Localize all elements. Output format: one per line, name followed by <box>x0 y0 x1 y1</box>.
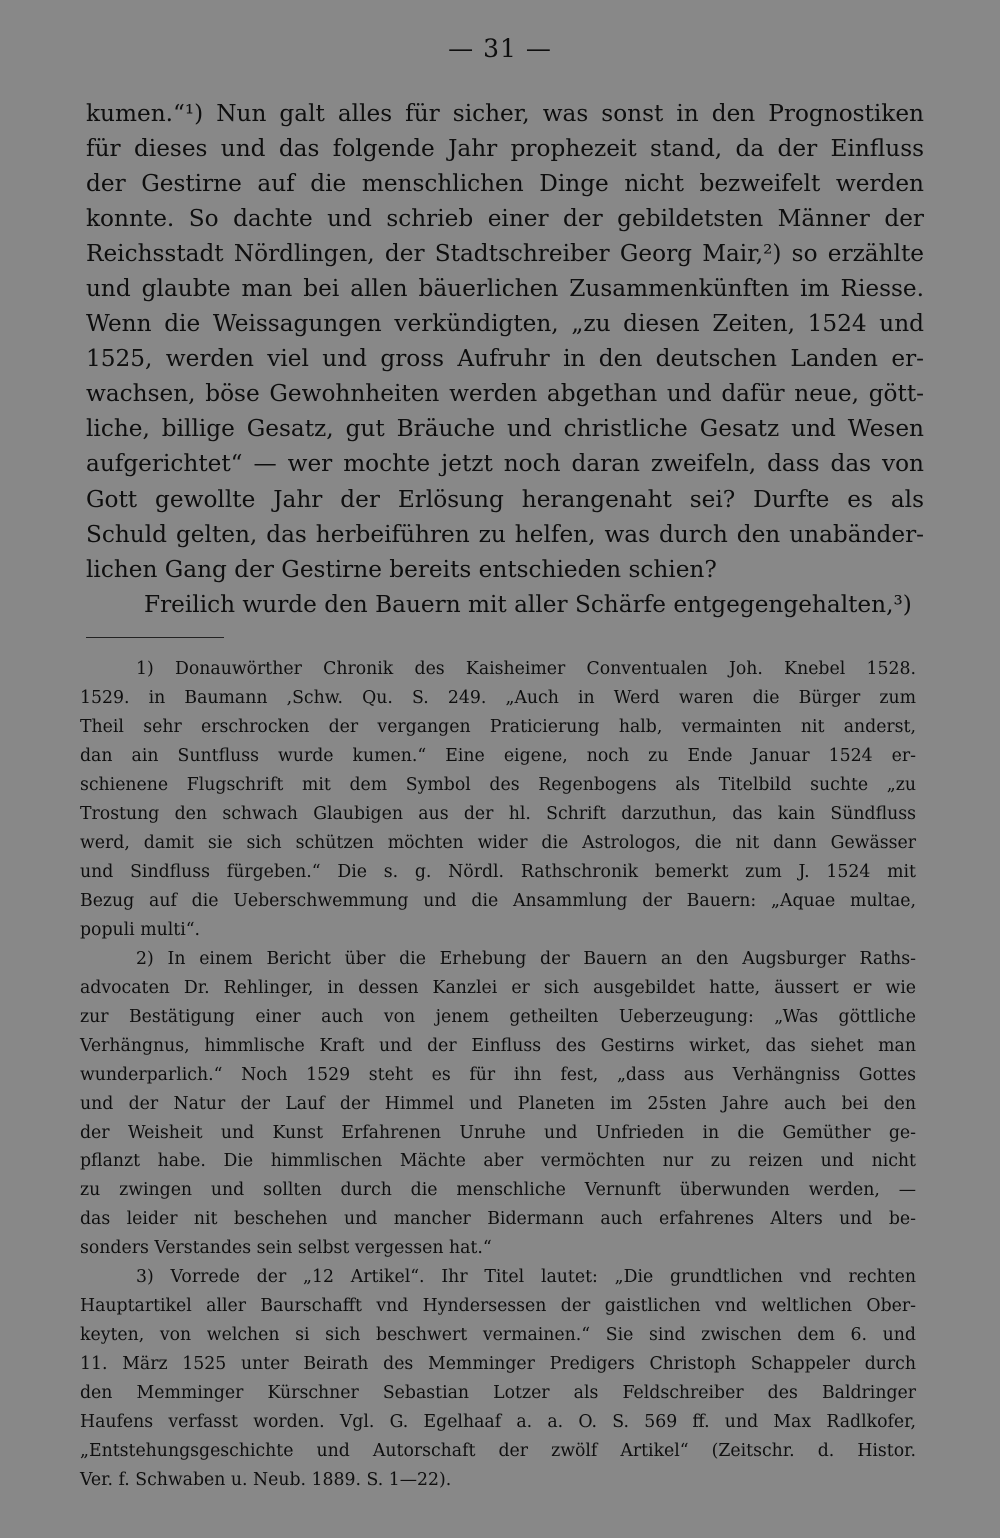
main-text-line: Schuld gelten, das herbeiführen zu helfen, was durch den unabänder- <box>86 520 924 548</box>
footnote-line: Ver. f. Schwaben u. Neub. 1889. S. 1—22). <box>80 1470 452 1491</box>
footnote-line: schienene Flugschrift mit dem Symbol des Regenbogens als Titelbild suchte „zu <box>80 774 916 795</box>
footnote-line: populi multi“. <box>80 919 201 940</box>
footnote-line: 1529. in Baumann ,Schw. Qu. S. 249. „Auch in Werd waren die Bürger zum <box>80 687 916 708</box>
footnote-separator <box>86 637 224 638</box>
main-text-line: aufgerichtet“ — wer mochte jetzt noch daran zweifeln, dass das von <box>86 450 924 478</box>
footnote-line: werd, damit sie sich schützen möchten wider die Astrologos, die nit dann Gewässer <box>80 832 916 853</box>
footnote-line: das leider nit beschehen und mancher Bidermann auch erfahrenes Alters und be- <box>80 1209 916 1230</box>
page-number: — 31 — <box>448 34 552 63</box>
footnotes <box>80 655 916 1495</box>
main-text-line: Freilich wurde den Bauern mit aller Schärfe entgegengehalten,³) <box>144 590 912 618</box>
footnote-line: der Weisheit und Kunst Erfahrenen Unruhe und Unfrieden in die Gemüther ge- <box>80 1122 916 1143</box>
footnote-line: 1) Donauwörther Chronik des Kaisheimer Conventualen Joh. Knebel 1528. <box>136 659 916 679</box>
footnote-line: zur Bestätigung einer auch von jenem getheilten Ueberzeugung: „Was göttliche <box>80 1006 916 1027</box>
footnote-line: und der Natur der Lauf der Himmel und Planeten im 25sten Jahre auch bei den <box>80 1093 916 1114</box>
footnote-line: advocaten Dr. Rehlinger, in dessen Kanzlei er sich ausgebildet hatte, äussert er wie <box>80 977 916 998</box>
main-text-line: liche, billige Gesatz, gut Bräuche und christliche Gesatz und Wesen <box>86 415 924 443</box>
footnote-line: keyten, von welchen si sich beschwert vermainen.“ Sie sind zwischen dem 6. und <box>80 1325 916 1346</box>
footnote-line: wunderparlich.“ Noch 1529 steht es für ihn fest, „dass aus Verhängniss Gottes <box>80 1064 916 1085</box>
footnote-line: dan ain Suntfluss wurde kumen.“ Eine eigene, noch zu Ende Januar 1524 er- <box>80 745 916 766</box>
footnote-line: Bezug auf die Ueberschwemmung und die Ansammlung der Bauern: „Aquae multae, <box>80 890 916 911</box>
main-text-line: 1525, werden viel und gross Aufruhr in den deutschen Landen er- <box>86 345 924 373</box>
main-text-line: und glaubte man bei allen bäuerlichen Zusammenkünften im Riesse. <box>86 275 924 303</box>
main-text-line: kumen.“¹) Nun galt alles für sicher, was sonst in den Prognostiken <box>86 100 924 127</box>
footnote-line: und Sindfluss fürgeben.“ Die s. g. Nördl. Rathschronik bemerkt zum J. 1524 mit <box>80 861 916 882</box>
footnote-line: pflanzt habe. Die himmlischen Mächte aber vermöchten nur zu reizen und nicht <box>80 1151 916 1172</box>
main-text-line: Reichsstadt Nördlingen, der Stadtschreiber Georg Mair,²) so erzählte <box>86 240 924 268</box>
footnote-line: Verhängnus, himmlische Kraft und der Einfluss des Gestirns wirket, das siehet man <box>80 1035 916 1056</box>
main-text-line: lichen Gang der Gestirne bereits entschieden schien? <box>86 555 717 583</box>
main-text-line: konnte. So dachte und schrieb einer der gebildetsten Männer der <box>86 205 924 233</box>
footnote-line: Theil sehr erschrocken der vergangen Praticierung halb, vermainten nit anderst, <box>80 716 916 737</box>
main-text-line: Wenn die Weissagungen verkündigten, „zu diesen Zeiten, 1524 und <box>86 310 924 338</box>
main-text <box>86 96 924 622</box>
footnote-line: 3) Vorrede der „12 Artikel“. Ihr Titel lautet: „Die grundtlichen vnd rechten <box>136 1267 916 1288</box>
main-text-line: für dieses und das folgende Jahr prophezeit stand, da der Einfluss <box>86 135 924 163</box>
footnote-line: zu zwingen und sollten durch die menschliche Vernunft überwunden werden, — <box>80 1180 916 1201</box>
footnote-line: sonders Verstandes sein selbst vergessen hat.“ <box>80 1238 492 1259</box>
main-text-line: Gott gewollte Jahr der Erlösung herangenaht sei? Durfte es als <box>86 485 924 513</box>
footnote-line: „Entstehungsgeschichte und Autorschaft der zwölf Artikel“ (Zeitschr. d. Histor. <box>80 1441 916 1462</box>
footnote-line: 2) In einem Bericht über die Erhebung der Bauern an den Augsburger Raths- <box>136 948 916 969</box>
main-text-line: wachsen, böse Gewohnheiten werden abgethan und dafür neue, gött- <box>86 380 924 408</box>
footnote-line: Trostung den schwach Glaubigen aus der hl. Schrift darzuthun, das kain Sündfluss <box>80 803 916 824</box>
footnote-line: 11. März 1525 unter Beirath des Memminger Predigers Christoph Schappeler durch <box>80 1354 916 1375</box>
main-text-line: der Gestirne auf die menschlichen Dinge nicht bezweifelt werden <box>86 170 924 198</box>
footnote-line: Haufens verfasst worden. Vgl. G. Egelhaaf a. a. O. S. 569 ff. und Max Radlkofer, <box>80 1412 916 1433</box>
footnote-line: Hauptartikel aller Baurschafft vnd Hyndersessen der gaistlichen vnd weltlichen Ober- <box>80 1296 916 1317</box>
footnote-line: den Memminger Kürschner Sebastian Lotzer als Feldschreiber des Baldringer <box>80 1383 916 1404</box>
